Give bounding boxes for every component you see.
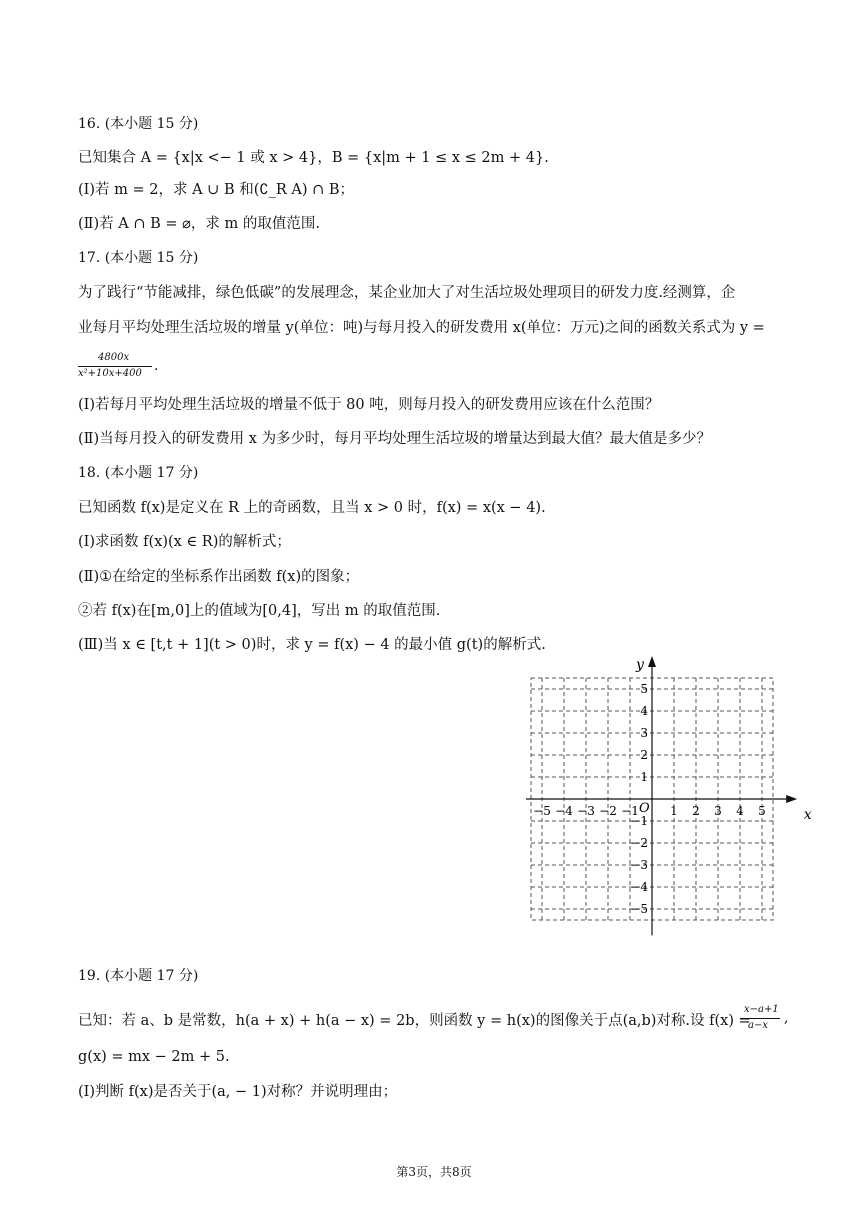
q19-fraction-end: , — [784, 1010, 789, 1026]
q16-header: 16. (本小题 15 分) — [78, 116, 199, 132]
coordinate-grid — [520, 658, 810, 938]
origin-label: O — [639, 801, 650, 816]
x-tick-label: 4 — [736, 804, 744, 818]
q19-stem-line1: 已知：若 a、b 是常数，h(a + x) + h(a − x) = 2b，则函数 y = h(x)的图像关于点(a,b)对称.设 f(x) = — [78, 1013, 751, 1029]
x-tick-label: −3 — [577, 804, 595, 818]
q16-part2: (Ⅱ)若 A ∩ B = ⌀，求 m 的取值范围. — [78, 216, 320, 232]
fraction-bar — [78, 366, 152, 367]
q19-part1: (Ⅰ)判断 f(x)是否关于(a, − 1)对称？并说明理由； — [78, 1084, 398, 1100]
x-tick-label: −2 — [599, 804, 617, 818]
q16-part1: (Ⅰ)若 m = 2，求 A ∪ B 和(∁_R A) ∩ B； — [78, 182, 355, 198]
q17-part1: (Ⅰ)若每月平均处理生活垃圾的增量不低于 80 吨，则每月投入的研发费用应该在什么范围？ — [78, 397, 660, 413]
y-tick-label: 1 — [640, 770, 648, 784]
x-tick-label: −1 — [621, 804, 639, 818]
q17-stem-line2: 业每月平均处理生活垃圾的增量 y(单位：吨)与每月投入的研发费用 x(单位：万元)之间的函数关系式为 y = — [78, 320, 765, 336]
q18-stem: 已知函数 f(x)是定义在 R 上的奇函数，且当 x > 0 时，f(x) = x(x − 4). — [78, 500, 546, 516]
q17-header: 17. (本小题 15 分) — [78, 250, 199, 266]
y-tick-label: −5 — [630, 902, 648, 916]
y-tick-label: −2 — [630, 836, 648, 850]
q18-part1: (Ⅰ)求函数 f(x)(x ∈ R)的解析式； — [78, 534, 291, 550]
q17-fraction-end: . — [154, 358, 159, 374]
y-tick-label: 5 — [640, 682, 648, 696]
y-tick-label: 4 — [640, 704, 648, 718]
y-tick-label: −1 — [630, 814, 648, 828]
q17-fraction-numerator: 4800x — [98, 352, 130, 363]
q17-part2: (Ⅱ)当每月投入的研发费用 x 为多少时，每月平均处理生活垃圾的增量达到最大值？最大值是多少？ — [78, 431, 712, 447]
q17-stem-line1: 为了践行“节能减排，绿色低碳”的发展理念，某企业加大了对生活垃圾处理项目的研发力度.经测算，企 — [78, 285, 736, 301]
x-tick-label: −4 — [555, 804, 573, 818]
x-tick-label: 5 — [758, 804, 766, 818]
y-tick-label: −4 — [630, 880, 648, 894]
x-axis-label: x — [803, 807, 812, 823]
x-axis-arrow — [786, 795, 797, 803]
q16-stem: 已知集合 A = {x|x <− 1 或 x > 4}，B = {x|m + 1 ≤ x ≤ 2m + 4}. — [78, 150, 549, 166]
q19-fraction-numerator: x−a+1 — [744, 1004, 779, 1015]
q19-header: 19. (本小题 17 分) — [78, 968, 199, 984]
x-tick-label: 3 — [714, 804, 722, 818]
page-footer: 第3页，共8页 — [396, 1165, 472, 1179]
q18-part2b: ②若 f(x)在[m,0]上的值域为[0,4]，写出 m 的取值范围. — [78, 603, 441, 619]
y-axis-label: y — [636, 657, 644, 674]
q18-header: 18. (本小题 17 分) — [78, 465, 199, 481]
x-tick-label: 1 — [670, 804, 678, 818]
q19-fraction-denominator: a−x — [748, 1020, 768, 1031]
y-tick-label: 3 — [640, 726, 648, 740]
q18-part3: (Ⅲ)当 x ∈ [t,t + 1](t > 0)时，求 y = f(x) − 4 的最小值 g(t)的解析式. — [78, 637, 546, 653]
q19-stem-line2: g(x) = mx − 2m + 5. — [78, 1049, 230, 1065]
fraction-bar — [740, 1018, 780, 1019]
x-tick-label: −5 — [533, 804, 551, 818]
y-tick-label: −3 — [630, 858, 648, 872]
q17-fraction-denominator: x²+10x+400 — [78, 368, 142, 379]
y-axis-arrow — [648, 656, 656, 667]
x-tick-label: 2 — [692, 804, 700, 818]
y-tick-label: 2 — [640, 748, 648, 762]
q18-part2a: (Ⅱ)①在给定的坐标系作出函数 f(x)的图象； — [78, 569, 360, 585]
